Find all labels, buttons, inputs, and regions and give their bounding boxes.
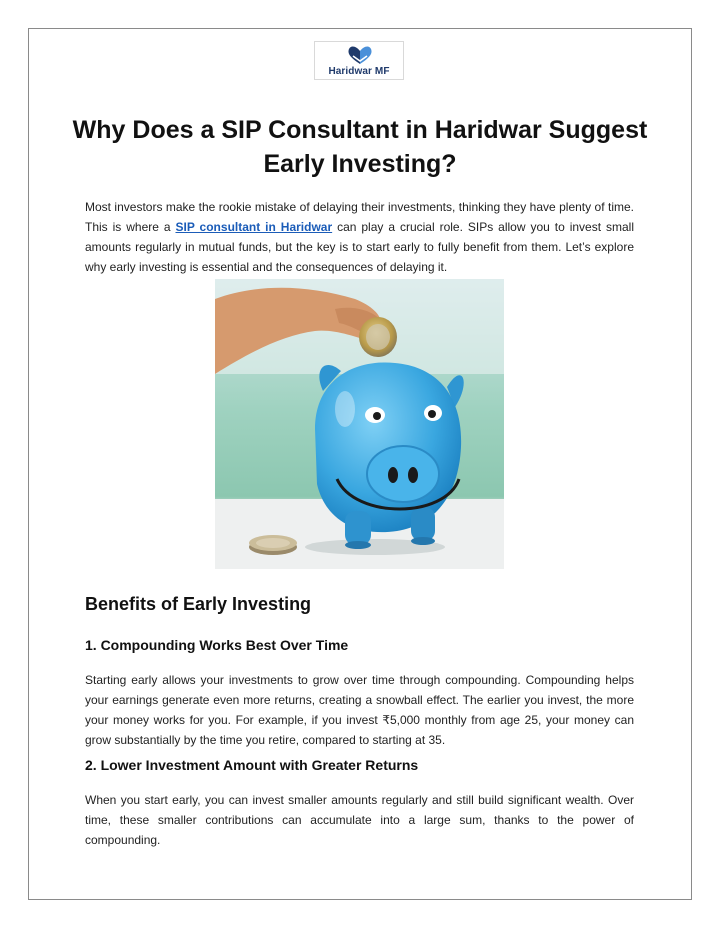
sip-consultant-link[interactable]: SIP consultant in Haridwar [175, 220, 333, 234]
intro-text-before: Most investors make the rookie mistake of delaying their investments, thinking they have plenty of time. This is where a [85, 200, 634, 234]
piggy-bank-coin-image [215, 279, 504, 569]
intro-text-after: can play a crucial role. SIPs allow you to invest small amounts regularly in mutual funds, but the key is to start early to fully benefit from them. Let’s explore why early investing is essential and the consequences of delaying it. [85, 220, 635, 274]
logo-text: Haridwar MF [328, 66, 390, 77]
point-2-heading: 2. Lower Investment Amount with Greater Returns [85, 757, 419, 773]
point-1-heading: 1. Compounding Works Best Over Time [85, 637, 349, 653]
point-1-body: Starting early allows your investments to grow over time through compounding. Compounding helps your earnings generate even more returns, creating a snowball effect. The earlier you invest, the more your money works for you. For example, if you invest ₹5,000 monthly from age 25, your money can grow substantially by the time you retire, compared to starting at 35. [85, 673, 634, 747]
heart-hands-icon [343, 44, 377, 66]
haridwar-mf-logo [314, 41, 404, 80]
piggy-bank-illustration [215, 279, 504, 569]
point-2-body: When you start early, you can invest smaller amounts regularly and still build significant wealth. Over time, these smaller contributions can accumulate into a large sum, thanks to the power of compounding. [85, 793, 634, 847]
intro-paragraph [85, 197, 634, 277]
benefits-heading: Benefits of Early Investing [85, 594, 312, 614]
page-title: Why Does a SIP Consultant in Haridwar Suggest Early Investing? [72, 116, 648, 178]
